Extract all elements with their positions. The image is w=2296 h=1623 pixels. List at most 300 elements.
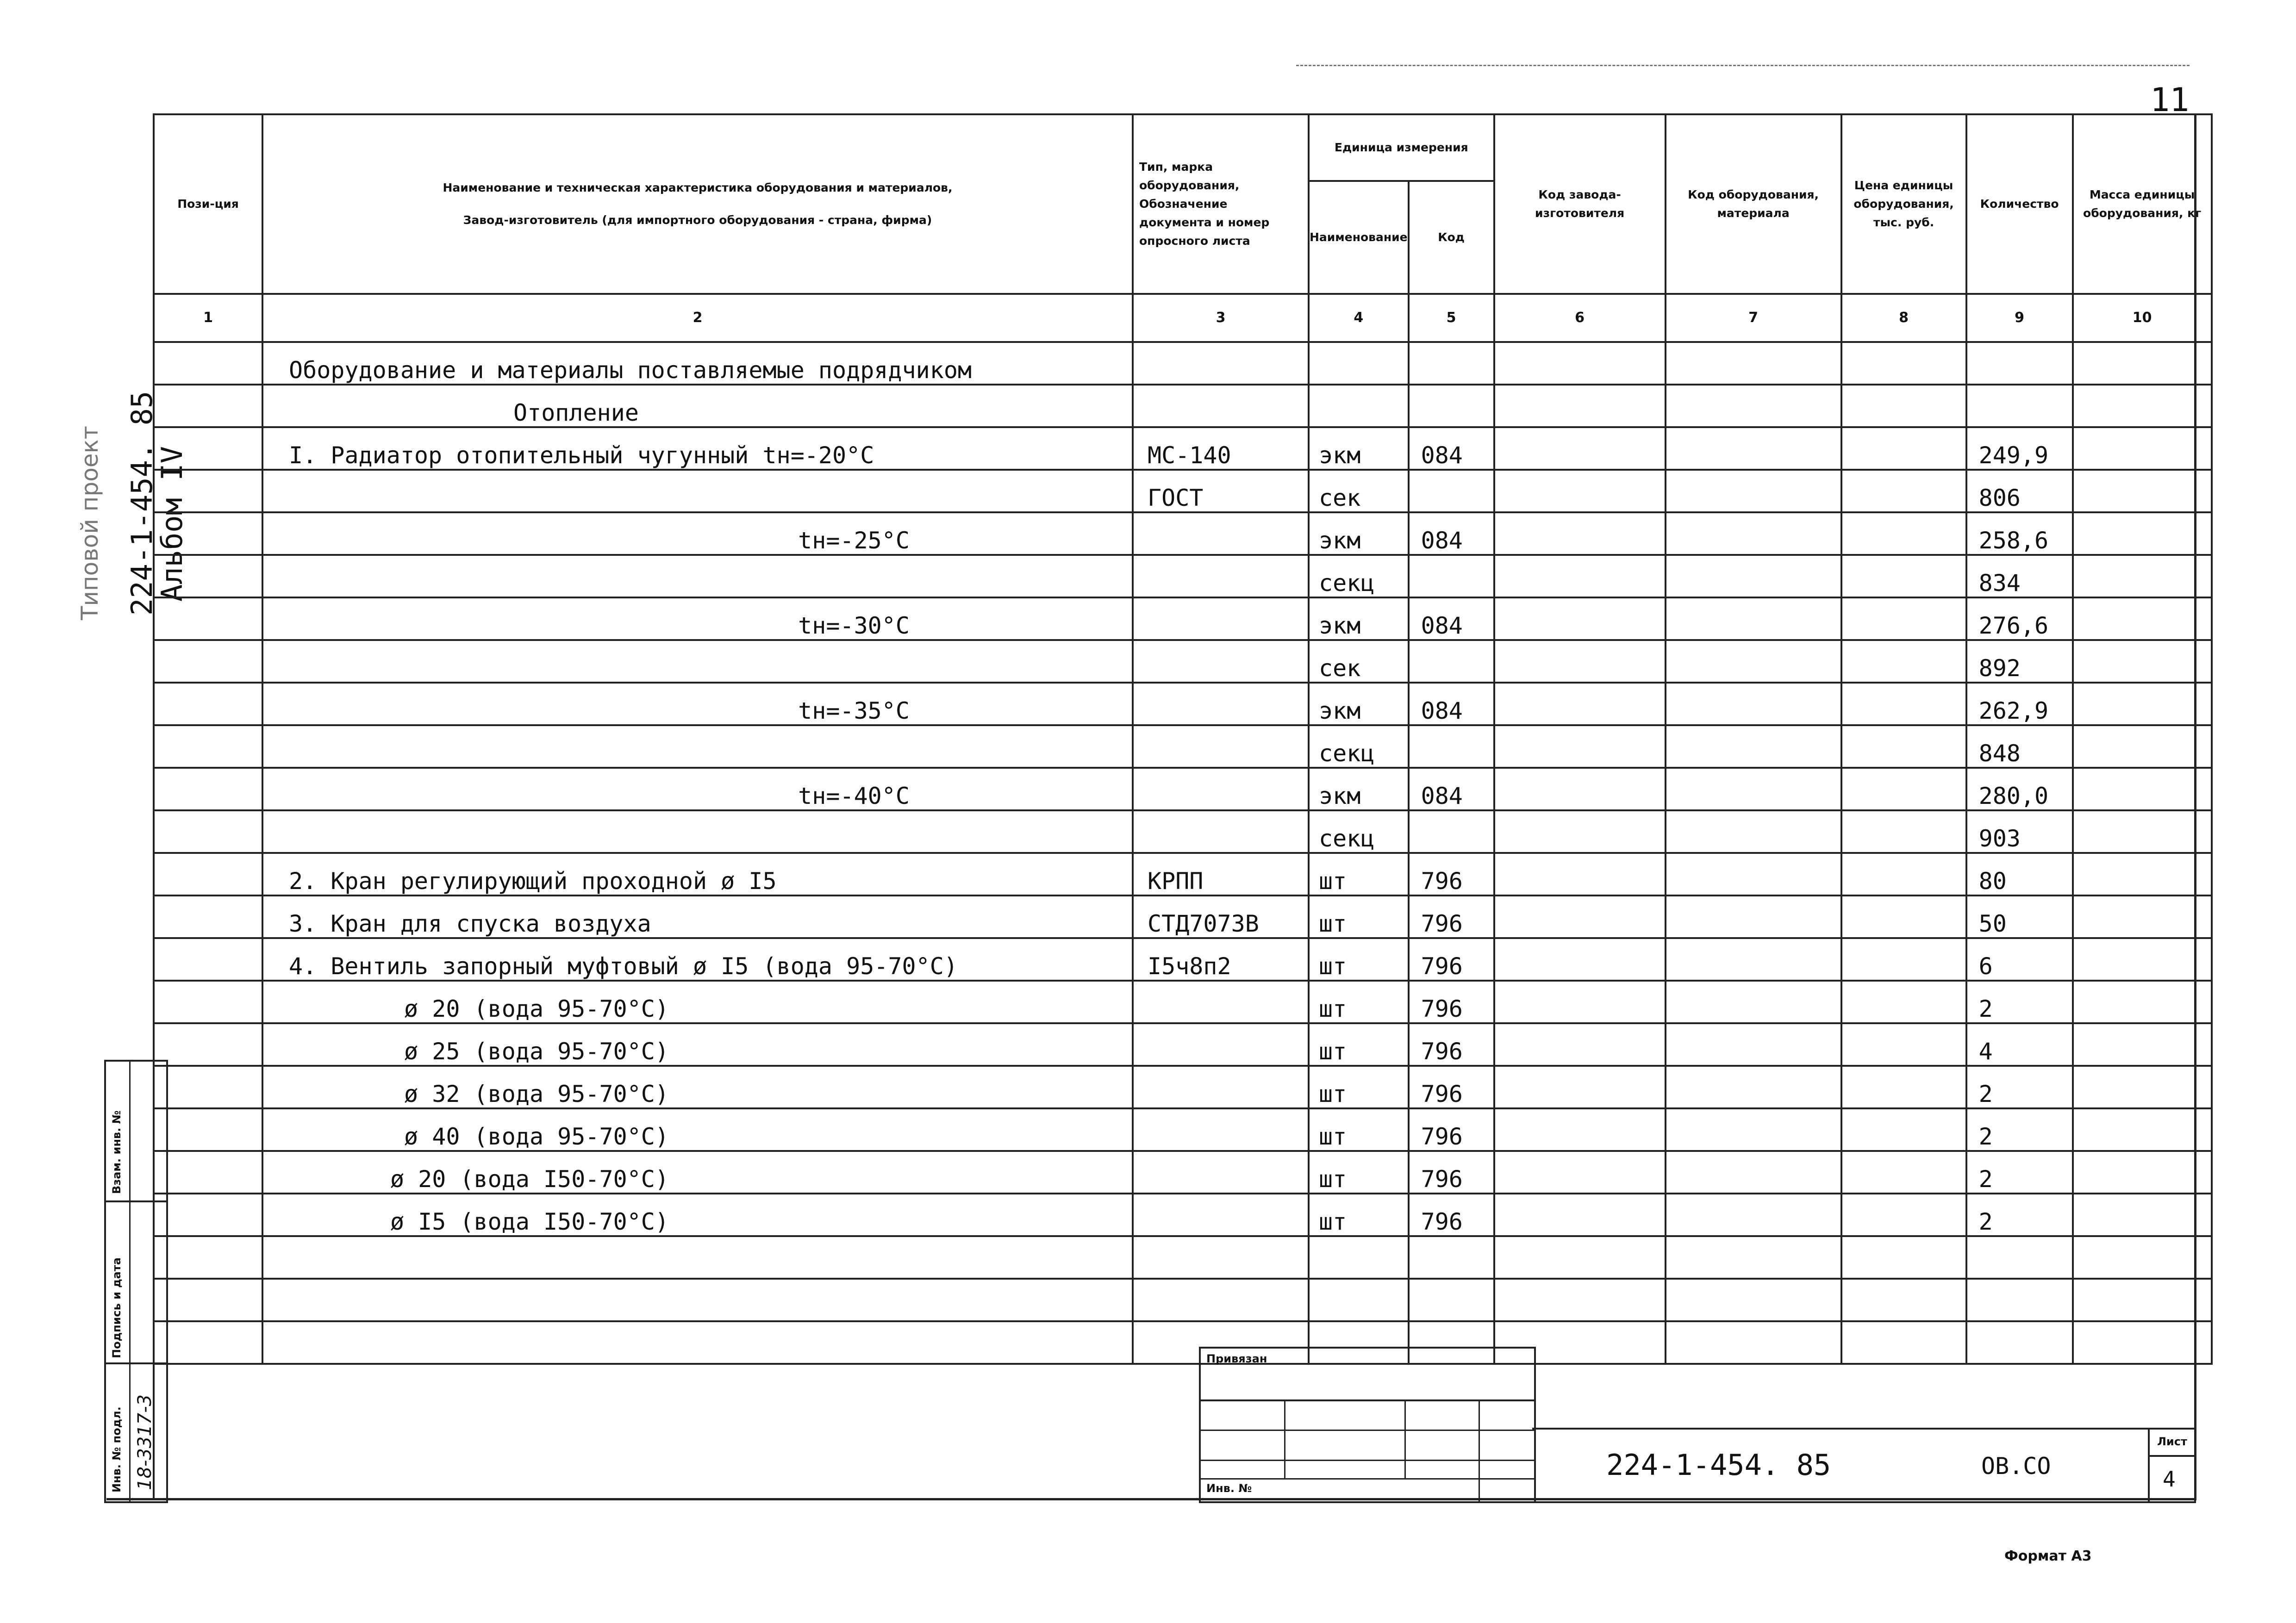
column-number-5: 5 <box>1409 294 1494 342</box>
mass-cell <box>2073 1023 2212 1066</box>
item-unit: шт <box>1309 1151 1409 1194</box>
price-cell <box>1841 597 1966 640</box>
factory-code-cell <box>1494 427 1666 470</box>
column-number-7: 7 <box>1666 294 1841 342</box>
position-cell <box>154 1023 262 1066</box>
empty-cell <box>1666 1236 1841 1279</box>
price-cell <box>1841 853 1966 895</box>
faint-project-note: Типовой проект <box>76 426 103 620</box>
item-quantity <box>1966 385 2073 427</box>
table-row <box>154 470 2212 512</box>
item-unit: шт <box>1309 1066 1409 1108</box>
equipment-code-cell <box>1666 768 1841 810</box>
item-unit-code: 084 <box>1409 597 1494 640</box>
empty-cell <box>154 1321 262 1364</box>
table-row <box>154 895 2212 938</box>
table-row <box>154 1151 2212 1194</box>
equipment-code-cell <box>1666 1066 1841 1108</box>
item-type: ГОСТ <box>1133 470 1309 512</box>
mass-cell <box>2073 470 2212 512</box>
item-quantity: 80 <box>1966 853 2073 895</box>
item-unit-code: 796 <box>1409 895 1494 938</box>
item-name: tн=-25°С <box>262 512 1133 555</box>
item-unit-code: 796 <box>1409 1066 1494 1108</box>
position-cell <box>154 342 262 385</box>
item-name: 3. Кран для спуска воздуха <box>262 895 1133 938</box>
item-type <box>1133 981 1309 1023</box>
list-label: Лист <box>2157 1435 2187 1448</box>
empty-cell <box>2073 1321 2212 1364</box>
mass-cell <box>2073 768 2212 810</box>
empty-row <box>154 1279 2212 1321</box>
empty-cell <box>1133 1279 1309 1321</box>
position-cell <box>154 555 262 597</box>
factory-code-cell <box>1494 895 1666 938</box>
equipment-code-cell <box>1666 1108 1841 1151</box>
empty-cell <box>154 1279 262 1321</box>
empty-row <box>154 1236 2212 1279</box>
item-unit: шт <box>1309 1194 1409 1236</box>
top-rule <box>1296 65 2190 66</box>
equipment-code-cell <box>1666 1023 1841 1066</box>
empty-cell <box>1966 1236 2073 1279</box>
item-name: tн=-40°С <box>262 768 1133 810</box>
factory-code-cell <box>1494 768 1666 810</box>
mass-cell <box>2073 342 2212 385</box>
mass-cell <box>2073 981 2212 1023</box>
column-number-1: 1 <box>154 294 262 342</box>
item-quantity: 2 <box>1966 1151 2073 1194</box>
item-quantity: 834 <box>1966 555 2073 597</box>
item-type <box>1133 1194 1309 1236</box>
table-row <box>154 385 2212 427</box>
factory-code-cell <box>1494 555 1666 597</box>
position-cell <box>154 427 262 470</box>
item-unit-code <box>1409 640 1494 683</box>
price-cell <box>1841 810 1966 853</box>
price-cell <box>1841 640 1966 683</box>
table-row <box>154 1023 2212 1066</box>
position-cell <box>154 853 262 895</box>
item-unit: шт <box>1309 853 1409 895</box>
header-unit-price: Цена единицы оборудования, тыс. руб. <box>1841 114 1966 294</box>
position-cell <box>154 938 262 981</box>
position-cell <box>154 810 262 853</box>
item-name: I. Радиатор отопительный чугунный tн=-20°С <box>262 427 1133 470</box>
empty-cell <box>262 1321 1133 1364</box>
empty-cell <box>1841 1279 1966 1321</box>
empty-cell <box>1966 1279 2073 1321</box>
item-type <box>1133 768 1309 810</box>
item-name: 2. Кран регулирующий проходной ø I5 <box>262 853 1133 895</box>
factory-code-cell <box>1494 470 1666 512</box>
table-row <box>154 1108 2212 1151</box>
item-unit-code: 796 <box>1409 938 1494 981</box>
mass-cell <box>2073 1194 2212 1236</box>
item-unit-code: 796 <box>1409 1151 1494 1194</box>
empty-cell <box>2073 1279 2212 1321</box>
item-type <box>1133 683 1309 725</box>
item-name: ø I5 (вода I50-70°С) <box>262 1194 1133 1236</box>
item-unit: шт <box>1309 981 1409 1023</box>
header-equipment-code: Код оборудования, материала <box>1666 114 1841 294</box>
price-cell <box>1841 683 1966 725</box>
position-cell <box>154 1194 262 1236</box>
item-name: ø 32 (вода 95-70°С) <box>262 1066 1133 1108</box>
mass-cell <box>2073 683 2212 725</box>
item-unit-code: 084 <box>1409 427 1494 470</box>
empty-cell <box>1666 1279 1841 1321</box>
item-quantity: 806 <box>1966 470 2073 512</box>
item-quantity: 6 <box>1966 938 2073 981</box>
price-cell <box>1841 555 1966 597</box>
podpis-label: Подпись и дата <box>110 1257 123 1358</box>
price-cell <box>1841 1108 1966 1151</box>
list-number: 4 <box>2163 1467 2176 1492</box>
item-unit-code: 796 <box>1409 1023 1494 1066</box>
item-type <box>1133 1023 1309 1066</box>
mass-cell <box>2073 1151 2212 1194</box>
position-cell <box>154 768 262 810</box>
item-name <box>262 470 1133 512</box>
equipment-code-cell <box>1666 1151 1841 1194</box>
item-type <box>1133 1108 1309 1151</box>
item-unit: секц <box>1309 555 1409 597</box>
item-type: КРПП <box>1133 853 1309 895</box>
item-name <box>262 725 1133 768</box>
item-unit-code: 084 <box>1409 683 1494 725</box>
position-cell <box>154 470 262 512</box>
price-cell <box>1841 512 1966 555</box>
equipment-code-cell <box>1666 555 1841 597</box>
table-row <box>154 1194 2212 1236</box>
equipment-code-cell <box>1666 853 1841 895</box>
empty-cell <box>1409 1279 1494 1321</box>
item-quantity: 276,6 <box>1966 597 2073 640</box>
equipment-code-cell <box>1666 725 1841 768</box>
item-unit: шт <box>1309 1023 1409 1066</box>
equipment-code-cell <box>1666 597 1841 640</box>
equipment-code-cell <box>1666 512 1841 555</box>
item-name: ø 20 (вода 95-70°С) <box>262 981 1133 1023</box>
document-code: 224-1-454. 85 <box>1606 1448 1831 1482</box>
header-position: Пози-ция <box>154 114 262 294</box>
empty-row <box>154 1321 2212 1364</box>
table-row <box>154 725 2212 768</box>
empty-cell <box>2073 1236 2212 1279</box>
mass-cell <box>2073 810 2212 853</box>
item-unit: экм <box>1309 683 1409 725</box>
header-name: Наименование и техническая характеристика оборудования и материалов, Завод-изготовитель (для импортного оборудования - страна, фирма) <box>262 114 1133 294</box>
item-unit-code <box>1409 725 1494 768</box>
corner-sheet-number: 11 <box>2150 81 2190 119</box>
price-cell <box>1841 938 1966 981</box>
item-unit: шт <box>1309 895 1409 938</box>
equipment-code-cell <box>1666 810 1841 853</box>
item-unit-code: 796 <box>1409 1108 1494 1151</box>
table-row <box>154 810 2212 853</box>
price-cell <box>1841 470 1966 512</box>
equipment-code-cell <box>1666 895 1841 938</box>
item-quantity: 903 <box>1966 810 2073 853</box>
item-unit: экм <box>1309 768 1409 810</box>
stamp-privyazan-label: Привязан <box>1206 1352 1267 1365</box>
item-unit: экм <box>1309 597 1409 640</box>
column-number-4: 4 <box>1309 294 1409 342</box>
mass-cell <box>2073 938 2212 981</box>
equipment-code-cell <box>1666 640 1841 683</box>
price-cell <box>1841 342 1966 385</box>
item-unit: шт <box>1309 1108 1409 1151</box>
item-type <box>1133 810 1309 853</box>
equipment-code-cell <box>1666 342 1841 385</box>
item-unit: шт <box>1309 938 1409 981</box>
position-cell <box>154 683 262 725</box>
item-quantity: 50 <box>1966 895 2073 938</box>
item-type <box>1133 342 1309 385</box>
mass-cell <box>2073 427 2212 470</box>
table-row <box>154 427 2212 470</box>
item-type <box>1133 1066 1309 1108</box>
empty-cell <box>154 1236 262 1279</box>
empty-cell <box>1309 1279 1409 1321</box>
position-cell <box>154 1066 262 1108</box>
table-row <box>154 853 2212 895</box>
factory-code-cell <box>1494 853 1666 895</box>
header-unit-name: Наименование <box>1309 181 1409 294</box>
mass-cell <box>2073 640 2212 683</box>
item-name: Оборудование и материалы поставляемые подрядчиком <box>262 342 1133 385</box>
mass-cell <box>2073 853 2212 895</box>
empty-cell <box>1494 1279 1666 1321</box>
inv-podl-label: Инв. № подл. <box>110 1406 123 1492</box>
item-quantity: 280,0 <box>1966 768 2073 810</box>
item-unit <box>1309 385 1409 427</box>
right-frame-line <box>2194 113 2196 1499</box>
mass-cell <box>2073 895 2212 938</box>
item-unit <box>1309 342 1409 385</box>
column-number-10: 10 <box>2073 294 2212 342</box>
price-cell <box>1841 1151 1966 1194</box>
item-type <box>1133 640 1309 683</box>
item-quantity: 249,9 <box>1966 427 2073 470</box>
header-factory-code: Код завода-изготовителя <box>1494 114 1666 294</box>
item-quantity: 2 <box>1966 981 2073 1023</box>
item-unit-code <box>1409 810 1494 853</box>
item-type: МС-140 <box>1133 427 1309 470</box>
factory-code-cell <box>1494 1194 1666 1236</box>
item-quantity: 258,6 <box>1966 512 2073 555</box>
item-quantity: 848 <box>1966 725 2073 768</box>
item-unit: экм <box>1309 512 1409 555</box>
item-name <box>262 555 1133 597</box>
item-unit-code <box>1409 555 1494 597</box>
album-code-note: 224-1-454. 85 <box>125 391 159 616</box>
factory-code-cell <box>1494 683 1666 725</box>
position-cell <box>154 725 262 768</box>
item-name: ø 25 (вода 95-70°С) <box>262 1023 1133 1066</box>
price-cell <box>1841 1194 1966 1236</box>
factory-code-cell <box>1494 981 1666 1023</box>
empty-cell <box>262 1236 1133 1279</box>
price-cell <box>1841 768 1966 810</box>
mass-cell <box>2073 512 2212 555</box>
item-unit: секц <box>1309 810 1409 853</box>
equipment-code-cell <box>1666 938 1841 981</box>
table-row <box>154 597 2212 640</box>
item-unit-code <box>1409 470 1494 512</box>
column-number-9: 9 <box>1966 294 2073 342</box>
item-name: tн=-30°С <box>262 597 1133 640</box>
item-quantity: 2 <box>1966 1108 2073 1151</box>
item-unit: экм <box>1309 427 1409 470</box>
item-name: tн=-35°С <box>262 683 1133 725</box>
mass-cell <box>2073 555 2212 597</box>
item-unit-code: 084 <box>1409 512 1494 555</box>
item-quantity: 262,9 <box>1966 683 2073 725</box>
sheet-code: ОВ.СО <box>1981 1453 2051 1480</box>
price-cell <box>1841 981 1966 1023</box>
album-number-note: Альбом IV <box>155 446 189 602</box>
item-unit: сек <box>1309 470 1409 512</box>
column-number-row <box>154 294 2212 342</box>
header-mass: Масса единицы оборудования, кг <box>2073 114 2212 294</box>
table-row <box>154 555 2212 597</box>
position-cell <box>154 1151 262 1194</box>
price-cell <box>1841 385 1966 427</box>
item-unit-code: 796 <box>1409 853 1494 895</box>
item-name <box>262 810 1133 853</box>
factory-code-cell <box>1494 1151 1666 1194</box>
position-cell <box>154 385 262 427</box>
empty-cell <box>1841 1321 1966 1364</box>
item-name: Отопление <box>262 385 1133 427</box>
table-row <box>154 683 2212 725</box>
item-type <box>1133 1151 1309 1194</box>
column-number-2: 2 <box>262 294 1133 342</box>
factory-code-cell <box>1494 385 1666 427</box>
equipment-code-cell <box>1666 385 1841 427</box>
item-type <box>1133 555 1309 597</box>
position-cell <box>154 512 262 555</box>
inv-podl-value: 18-3317-3 <box>134 1394 156 1490</box>
position-cell <box>154 597 262 640</box>
header-quantity: Количество <box>1966 114 2073 294</box>
table-row <box>154 768 2212 810</box>
position-cell <box>154 1108 262 1151</box>
factory-code-cell <box>1494 810 1666 853</box>
specification-table <box>153 113 2213 1365</box>
equipment-code-cell <box>1666 683 1841 725</box>
stamp-inv-label: Инв. № <box>1206 1482 1252 1495</box>
column-number-8: 8 <box>1841 294 1966 342</box>
item-unit-code <box>1409 342 1494 385</box>
item-quantity: 2 <box>1966 1066 2073 1108</box>
equipment-code-cell <box>1666 981 1841 1023</box>
item-unit-code: 796 <box>1409 981 1494 1023</box>
empty-cell <box>1966 1321 2073 1364</box>
item-type: СТД7073В <box>1133 895 1309 938</box>
empty-cell <box>262 1279 1133 1321</box>
table-row <box>154 938 2212 981</box>
item-type <box>1133 512 1309 555</box>
item-quantity: 2 <box>1966 1194 2073 1236</box>
vzam-inv-label: Взам. инв. № <box>110 1110 123 1194</box>
empty-cell <box>1409 1236 1494 1279</box>
item-unit: секц <box>1309 725 1409 768</box>
format-label: Формат А3 <box>2004 1548 2092 1564</box>
mass-cell <box>2073 1066 2212 1108</box>
item-name: ø 40 (вода 95-70°С) <box>262 1108 1133 1151</box>
column-number-6: 6 <box>1494 294 1666 342</box>
item-name: 4. Вентиль запорный муфтовый ø I5 (вода 95-70°С) <box>262 938 1133 981</box>
item-unit: сек <box>1309 640 1409 683</box>
factory-code-cell <box>1494 1108 1666 1151</box>
stamp-privyazan-box <box>1199 1347 1536 1503</box>
empty-cell <box>1133 1236 1309 1279</box>
bottom-frame-line <box>106 1498 2196 1500</box>
header-unit-group: Единица измерения <box>1309 114 1494 181</box>
item-type: I5ч8п2 <box>1133 938 1309 981</box>
table-row <box>154 640 2212 683</box>
price-cell <box>1841 1023 1966 1066</box>
mass-cell <box>2073 385 2212 427</box>
empty-cell <box>1494 1236 1666 1279</box>
item-name: ø 20 (вода I50-70°С) <box>262 1151 1133 1194</box>
table-row <box>154 1066 2212 1108</box>
price-cell <box>1841 895 1966 938</box>
position-cell <box>154 640 262 683</box>
item-unit-code <box>1409 385 1494 427</box>
factory-code-cell <box>1494 725 1666 768</box>
factory-code-cell <box>1494 512 1666 555</box>
table-row <box>154 512 2212 555</box>
item-type <box>1133 597 1309 640</box>
item-unit-code: 796 <box>1409 1194 1494 1236</box>
item-type <box>1133 725 1309 768</box>
mass-cell <box>2073 1108 2212 1151</box>
table-row <box>154 981 2212 1023</box>
column-number-3: 3 <box>1133 294 1309 342</box>
factory-code-cell <box>1494 938 1666 981</box>
mass-cell <box>2073 597 2212 640</box>
equipment-code-cell <box>1666 1194 1841 1236</box>
position-cell <box>154 895 262 938</box>
equipment-code-cell <box>1666 427 1841 470</box>
item-name <box>262 640 1133 683</box>
price-cell <box>1841 1066 1966 1108</box>
table-row <box>154 342 2212 385</box>
stamp-code-box <box>1532 1428 2196 1503</box>
item-type <box>1133 385 1309 427</box>
empty-cell <box>1309 1236 1409 1279</box>
header-type: Тип, марка оборудования, Обозначение документа и номер опросного листа <box>1133 114 1309 294</box>
factory-code-cell <box>1494 1066 1666 1108</box>
item-unit-code: 084 <box>1409 768 1494 810</box>
empty-cell <box>1666 1321 1841 1364</box>
mass-cell <box>2073 725 2212 768</box>
empty-cell <box>1841 1236 1966 1279</box>
item-quantity: 892 <box>1966 640 2073 683</box>
item-quantity <box>1966 342 2073 385</box>
factory-code-cell <box>1494 342 1666 385</box>
factory-code-cell <box>1494 640 1666 683</box>
header-unit-code: Код <box>1409 181 1494 294</box>
price-cell <box>1841 427 1966 470</box>
position-cell <box>154 981 262 1023</box>
factory-code-cell <box>1494 1023 1666 1066</box>
equipment-code-cell <box>1666 470 1841 512</box>
